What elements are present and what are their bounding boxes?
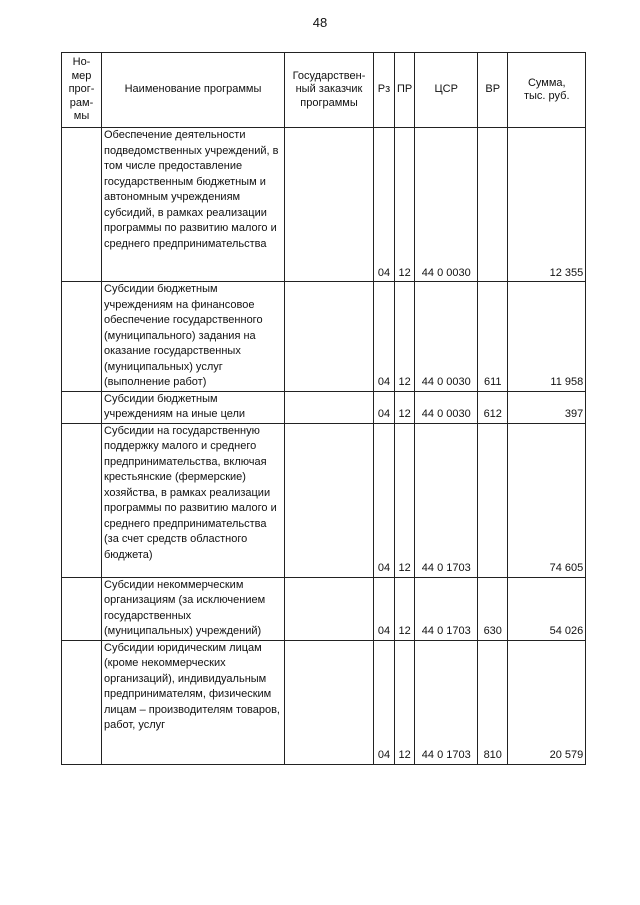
cell-program-name: Субсидии юридическим лицам (кроме некоммерческих организаций), индивидуальным предпринимателям, физическим лицам – производителям товаров, работ, услуг: [102, 640, 285, 764]
table-row: [62, 282, 586, 392]
header-rz: [374, 53, 395, 128]
header-rz-text: Рз: [377, 83, 391, 96]
cell-vr: 612: [478, 391, 508, 423]
header-vr: [478, 53, 508, 128]
cell-rz: 04: [374, 128, 395, 282]
cell-csr: 44 0 0030: [415, 391, 478, 423]
cell-rz: 04: [374, 391, 395, 423]
cell-sum: 20 579: [508, 640, 586, 764]
header-sum: [508, 53, 586, 128]
cell-sum: 54 026: [508, 577, 586, 640]
cell-program-number: [62, 423, 102, 577]
cell-program-name: Субсидии бюджетным учреждениям на финансовое обеспечение государственного (муниципального) задания на оказание государственных (муниципальных) услуг (выполнение работ): [102, 282, 285, 392]
cell-rz: 04: [374, 282, 395, 392]
table-row: [62, 423, 586, 577]
cell-vr: 810: [478, 640, 508, 764]
cell-vr: 630: [478, 577, 508, 640]
cell-vr: [478, 128, 508, 282]
cell-state-customer: [285, 577, 374, 640]
cell-rz: 04: [374, 423, 395, 577]
cell-sum: 74 605: [508, 423, 586, 577]
cell-pr: 12: [395, 640, 415, 764]
header-program-name: [102, 53, 285, 128]
cell-program-number: [62, 391, 102, 423]
table-header-row: [62, 53, 586, 128]
table-row: [62, 577, 586, 640]
budget-table: [61, 52, 586, 765]
cell-sum: 397: [508, 391, 586, 423]
cell-pr: 12: [395, 391, 415, 423]
cell-state-customer: [285, 391, 374, 423]
cell-program-number: [62, 282, 102, 392]
cell-program-number: [62, 640, 102, 764]
cell-vr: 611: [478, 282, 508, 392]
cell-csr: 44 0 0030: [415, 282, 478, 392]
cell-pr: 12: [395, 128, 415, 282]
cell-rz: 04: [374, 577, 395, 640]
cell-csr: 44 0 0030: [415, 128, 478, 282]
cell-pr: 12: [395, 282, 415, 392]
header-csr: [415, 53, 478, 128]
cell-sum: 12 355: [508, 128, 586, 282]
cell-pr: 12: [395, 423, 415, 577]
cell-program-name: Субсидии бюджетным учреждениям на иные цели: [102, 391, 285, 423]
header-program-number: [62, 53, 102, 128]
cell-program-name: Субсидии на государственную поддержку малого и среднего предпринимательства, включая крестьянские (фермерские) хозяйства, в рамках реализации программы по развитию малого и среднего предпринимательства (за счет средств областного бюджета): [102, 423, 285, 577]
cell-state-customer: [285, 128, 374, 282]
cell-vr: [478, 423, 508, 577]
cell-program-number: [62, 577, 102, 640]
cell-csr: 44 0 1703: [415, 577, 478, 640]
table-row: [62, 391, 586, 423]
cell-state-customer: [285, 640, 374, 764]
cell-sum: 11 958: [508, 282, 586, 392]
header-vr-text: ВР: [485, 83, 501, 96]
table-row: [62, 640, 586, 764]
cell-program-name: Обеспечение деятельности подведомственных учреждений, в том числе предоставление государственным бюджетным и автономным учреждениям субсидий, в рамках реализации программы по развитию малого и среднего предпринимательства: [102, 128, 285, 282]
header-program-number-text: Но- мер прог- рам- мы: [68, 56, 95, 123]
header-state-customer-text: Государствен- ный заказчик программы: [292, 69, 366, 109]
header-pr-text: ПР: [397, 83, 413, 96]
header-program-name-text: Наименование программы: [124, 83, 262, 96]
header-sum-text: Сумма, тыс. руб.: [523, 76, 570, 102]
cell-csr: 44 0 1703: [415, 423, 478, 577]
cell-csr: 44 0 1703: [415, 640, 478, 764]
cell-program-number: [62, 128, 102, 282]
cell-state-customer: [285, 423, 374, 577]
cell-pr: 12: [395, 577, 415, 640]
header-state-customer: [285, 53, 374, 128]
cell-state-customer: [285, 282, 374, 392]
header-csr-text: ЦСР: [434, 83, 458, 96]
cell-rz: 04: [374, 640, 395, 764]
table-row: [62, 128, 586, 282]
page-number: 48: [312, 15, 328, 30]
cell-program-name: Субсидии некоммерческим организациям (за исключением государственных (муниципальных) учреждений): [102, 577, 285, 640]
header-pr: [395, 53, 415, 128]
